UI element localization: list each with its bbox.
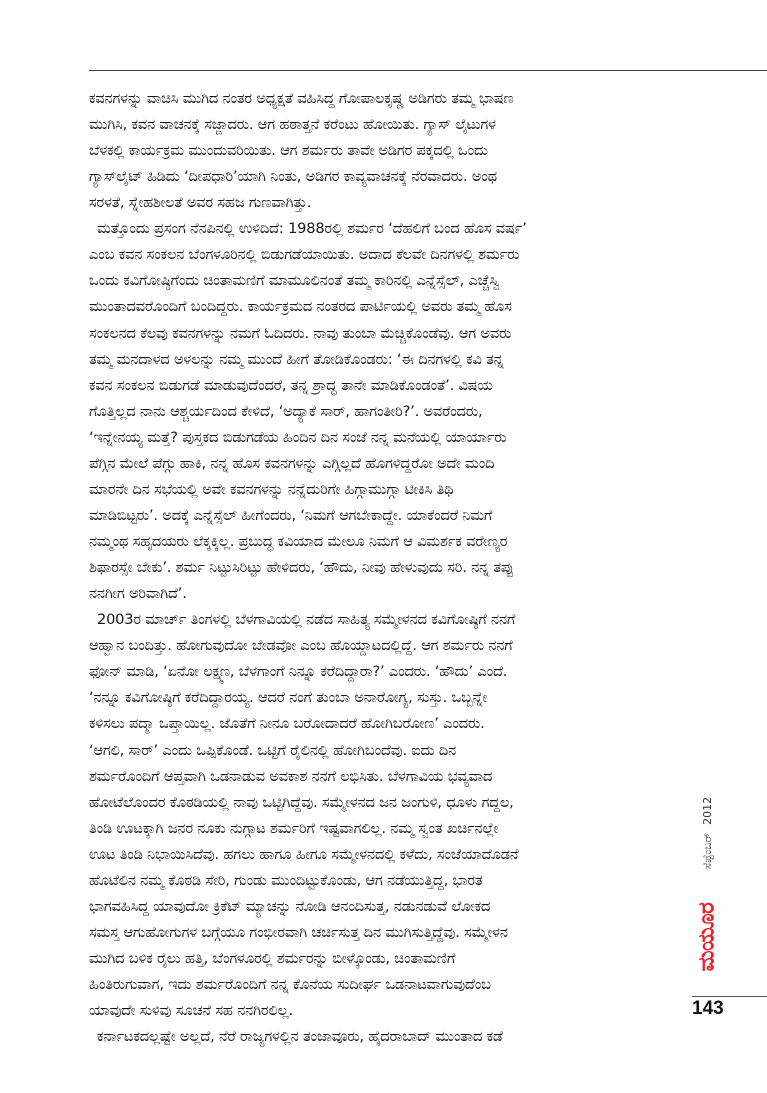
text-line: ಸಮಸ್ತ ಆಗುಹೋಗುಗಳ ಬಗ್ಗೆಯೂ ಗಂಭೀರವಾಗಿ ಚರ್ಚಿಸುತ್ತ ದಿನ ಮುಗಿಸುತ್ತಿದ್ದೆವು. ಸಮ್ಮೇಳನ [89, 923, 508, 941]
text-line: ತಮ್ಮ ಮನದಾಳದ ಅಳಲನ್ನು ನಮ್ಮ ಮುಂದೆ ಹೀಗೆ ತೋಡಿಕೊಂಡರು: ‘ಈ ದಿನಗಳಲ್ಲಿ ಕವಿ ತನ್ನ [89, 350, 504, 368]
text-line: ಆಹ್ವಾನ ಬಂದಿತ್ತು. ಹೋಗುವುದೋ ಬೇಡವೋ ಎಂಬ ಹೊಯ್ದಾಟದಲ್ಲಿದ್ದೆ. ಆಗ ಶರ್ಮರು ನನಗೆ [89, 637, 513, 655]
text-line: ಫೋನ್ ಮಾಡಿ, ‘ಏನೋ ಲಕ್ಷ್ಮಣ, ಬೆಳಗಾಂಗೆ ನಿನ್ನೂ ಕರೆದಿದ್ದಾರಾ?’ ಎಂದರು. ‘ಹೌದು’ ಎಂದೆ. [89, 663, 508, 681]
text-line: ಬೆಳಕಲ್ಲಿ ಕಾರ್ಯಕ್ರಮ ಮುಂದುವರಿಯಿತು. ಆಗ ಶರ್ಮರು ತಾವೇ ಅಡಿಗರ ಪಕ್ಕದಲ್ಲಿ ಒಂದು [89, 142, 488, 160]
issue-year: 2012 [701, 796, 714, 825]
issue-month: ಸೆಪ್ಟೆಂಬರ್ [701, 832, 714, 870]
text-line: ಮುಂತಾದವರೊಂದಿಗೆ ಬಂದಿದ್ದರು. ಕಾರ್ಯಕ್ರಮದ ನಂತರದ ಪಾರ್ಟಿಯಲ್ಲಿ ಅವರು ತಮ್ಮ ಹೊಸ [89, 298, 512, 316]
text-line: ಮತ್ತೊಂದು ಪ್ರಸಂಗ ನೆನಪಿನಲ್ಲಿ ಉಳಿದಿದೆ: 1988ರಲ್ಲಿ ಶರ್ಮರ ‘ದೆಹಲಿಗೆ ಬಂದ ಹೊಸ ವರ್ಷ’ [97, 220, 527, 238]
page-number: 143 [692, 998, 724, 1019]
text-line: ಮುಗಿದ ಬಳಿಕ ರೈಲು ಹತ್ತಿ, ಬೆಂಗಳೂರಲ್ಲಿ ಶರ್ಮರನ್ನು ಬೀಳ್ಕೊಂಡು, ಚಿಂತಾಮಣಿಗೆ [89, 949, 456, 967]
text-line: ನಮ್ಮಂಥ ಸಹೃದಯರು ಲೆಕ್ಕಕ್ಕಿಲ್ಲ. ಪ್ರಬುದ್ಧ ಕವಿಯಾದ ಮೇಲೂ ನಿಮಗೆ ಆ ವಿಮರ್ಶಕ ವರೇಣ್ಯರ [89, 533, 508, 551]
text-line: ಸಂಕಲನದ ಕೆಲವು ಕವನಗಳನ್ನು ನಮಗೆ ಓದಿದರು. ನಾವು ತುಂಬಾ ಮೆಚ್ಚಿಕೊಂಡೆವು. ಆಗ ಅವರು [89, 324, 512, 342]
text-line: ಊಟ ತಿಂಡಿ ನಿಭಾಯಿಸಿದೆವು. ಹಗಲು ಹಾಗೂ ಹೀಗೂ ಸಮ್ಮೇಳನದಲ್ಲಿ ಕಳೆದು, ಸಂಜೆಯಾದೊಡನೆ [89, 845, 519, 863]
text-line: 2003ರ ಮಾರ್ಚ್ ತಿಂಗಳಲ್ಲಿ ಬೆಳಗಾವಿಯಲ್ಲಿ ನಡೆದ ಸಾಹಿತ್ಯ ಸಮ್ಮೇಳನದ ಕವಿಗೋಷ್ಠಿಗೆ ನನಗೆ [97, 611, 516, 629]
text-line: ಎಂಬ ಕವನ ಸಂಕಲನ ಬೆಂಗಳೂರಿನಲ್ಲಿ ಬಿಡುಗಡೆಯಾಯಿತು. ಅದಾದ ಕೆಲವೇ ದಿನಗಳಲ್ಲಿ ಶರ್ಮರು [89, 246, 520, 264]
text-line: ಹೊಟೆಲಿನ ನಮ್ಮ ಕೊಠಡಿ ಸೇರಿ, ಗುಂಡು ಮುಂದಿಟ್ಟುಕೊಂಡು, ಆಗ ನಡೆಯುತ್ತಿದ್ದ, ಭಾರತ [89, 871, 483, 889]
text-line: ಗೊತ್ತಿಲ್ಲದ ನಾನು ಆಶ್ಚರ್ಯದಿಂದ ಕೇಳಿದೆ, ‘ಅದ್ಯಾಕೆ ಸಾರ್, ಹಾಗಂತೀರಿ?’. ಅವರೆಂದರು, [89, 402, 483, 420]
text-line: ಪೆಗ್ಗಿನ ಮೇಲೆ ಪೆಗ್ಗು ಹಾಕಿ, ನನ್ನ ಹೊಸ ಕವನಗಳನ್ನು ಎಗ್ಗಿಲ್ಲದೆ ಹೊಗಳಿದ್ದರೋ ಅದೇ ಮಂದಿ [89, 454, 495, 472]
text-line: ಹೋಟೆಲೊಂದರ ಕೊಠಡಿಯಲ್ಲಿ ನಾವು ಒಟ್ಟಿಗಿದ್ದೆವು. ಸಮ್ಮೇಳನದ ಜನ ಜಂಗುಳಿ, ಧೂಳು ಗದ್ದಲ, [89, 793, 514, 811]
text-line: ಭಾಗವಹಿಸಿದ್ದ ಯಾವುದೋ ಕ್ರಿಕೆಟ್ ಮ್ಯಾಚನ್ನು ನೋಡಿ ಆನಂದಿಸುತ್ತ, ನಡುನಡುವೆ ಲೋಕದ [89, 897, 491, 915]
text-line: ಕವನಗಳನ್ನು ವಾಚಿಸಿ ಮುಗಿದ ನಂತರ ಅಧ್ಯಕ್ಷತೆ ವಹಿಸಿದ್ದ ಗೋಪಾಲಕೃಷ್ಣ ಅಡಿಗರು ತಮ್ಮ ಭಾಷಣ [89, 90, 514, 107]
text-line: ‘ಇನ್ನೇನಯ್ಯ ಮತ್ತೆ? ಪುಸ್ತಕದ ಬಿಡುಗಡೆಯ ಹಿಂದಿನ ದಿನ ಸಂಜೆ ನನ್ನ ಮನೆಯಲ್ಲಿ ಯಾರ್ಯಾರು [89, 428, 507, 446]
text-line: ಶರ್ಮರೊಂದಿಗೆ ಆಪ್ತವಾಗಿ ಒಡನಾಡುವ ಅವಕಾಶ ನನಗೆ ಲಭಿಸಿತು. ಬೆಳಗಾವಿಯ ಭವ್ಯವಾದ [89, 767, 493, 785]
text-line: ಕರ್ನಾಟಕದಲ್ಲಷ್ಟೇ ಅಲ್ಲದೆ, ನೆರೆ ರಾಜ್ಯಗಳಲ್ಲಿನ ತಂಜಾವೂರು, ಹೈದರಾಬಾದ್ ಮುಂತಾದ ಕಡೆ [97, 1028, 503, 1046]
text-line: ಸರಳತೆ, ಸ್ನೇಹಶೀಲತೆ ಅವರ ಸಹಜ ಗುಣವಾಗಿತ್ತು. [89, 194, 312, 212]
text-line: ಕಳಿಸಲು ಪದ್ಮಾ ಒಪ್ತಾಯಿಲ್ಲ. ಜೊತೆಗೆ ನೀನೂ ಬರೋದಾದರೆ ಹೋಗಿಬರೋಣ’ ಎಂದರು. [89, 715, 485, 733]
text-line: ಮಾರನೇ ದಿನ ಸಭೆಯಲ್ಲಿ ಅವೇ ಕವನಗಳನ್ನು ನನ್ನೆದುರಿಗೇ ಹಿಗ್ಗಾಮುಗ್ಗಾ ಟೀಕಿಸಿ ತಿಥಿ [89, 480, 454, 498]
text-line: ಗ್ಯಾಸ್‌ಲೈಟ್ ಹಿಡಿದು ‘ದೀಪಧಾರಿ’ಯಾಗಿ ನಿಂತು, ಅಡಿಗರ ಕಾವ್ಯವಾಚನಕ್ಕೆ ನೆರವಾದರು. ಅಂಥ [89, 168, 497, 186]
issue-date [698, 783, 718, 883]
text-line: ತಿಂಡಿ ಊಟಕ್ಕಾಗಿ ಜನರ ನೂಕು ನುಗ್ಗಾಟ ಶರ್ಮರಿಗೆ ಇಷ್ಟವಾಗಲಿಲ್ಲ. ನಮ್ಮ ಸ್ವಂತ ಖರ್ಚಿನಲ್ಲೇ [89, 819, 499, 837]
text-line: ಹಿಂತಿರುಗುವಾಗ, ಇದು ಶರ್ಮರೊಂದಿಗೆ ನನ್ನ ಕೊನೆಯ ಸುದೀರ್ಘ ಒಡನಾಟವಾಗುವುದೆಂಬ [89, 976, 491, 994]
text-line: ‘ಆಗಲಿ, ಸಾರ್’ ಎಂದು ಒಪ್ಪಿಕೊಂಡೆ. ಒಟ್ಟಿಗೆ ರೈಲಿನಲ್ಲಿ ಹೋಗಿಬಂದೆವು. ಐದು ದಿನ [89, 741, 457, 759]
text-line: ನನಗೀಗ ಅರಿವಾಗಿದೆ’. [89, 585, 187, 603]
text-line: ಮುಗಿಸಿ, ಕವನ ವಾಚನಕ್ಕೆ ಸಜ್ಜಾದರು. ಆಗ ಹಠಾತ್ತನೆ ಕರೆಂಟು ಹೋಯಿತು. ಗ್ಯಾಸ್ ಲೈಟುಗಳ [89, 116, 496, 134]
text-line: ಯಾವುದೇ ಸುಳಿವು ಸೂಚನೆ ಸಹ ನನಗಿರಲಿಲ್ಲ. [89, 1002, 293, 1020]
magazine-logo-text: ಮಯೂರ [694, 902, 720, 972]
text-line: ಕವನ ಸಂಕಲನ ಬಿಡುಗಡೆ ಮಾಡುವುದೆಂದರೆ, ತನ್ನ ಶ್ರಾದ್ಧ ತಾನೇ ಮಾಡಿಕೊಂಡಂತೆ’. ವಿಷಯ [89, 376, 493, 394]
header-rule [89, 70, 767, 71]
text-line: ಒಂದು ಕವಿಗೋಷ್ಠಿಗೆಂದು ಚಿಂತಾಮಣಿಗೆ ಮಾಮೂಲಿನಂತೆ ತಮ್ಮ ಕಾರಿನಲ್ಲಿ ಎನ್ನೆಸ್ಸೆಲ್, ಎಚ್ಚೆಸ್ವಿ [89, 272, 500, 290]
footer-rule [692, 996, 767, 997]
text-line: ‘ನನ್ನೂ ಕವಿಗೋಷ್ಠಿಗೆ ಕರೆದಿದ್ದಾರಯ್ಯ. ಆದರೆ ನಂಗೆ ತುಂಬಾ ಅನಾರೋಗ್ಯ, ಸುಸ್ತು. ಒಬ್ಬನ್ನೇ [89, 689, 488, 707]
text-line: ಶಿಫಾರಸ್ಸೇ ಬೇಕು’. ಶರ್ಮ ನಿಟ್ಟುಸಿರಿಟ್ಟು ಹೇಳಿದರು, ‘ಹೌದು, ನೀವು ಹೇಳುವುದು ಸರಿ. ನನ್ನ ತಪ್ಪು [89, 559, 514, 577]
magazine-logo [694, 888, 720, 986]
text-line: ಮಾಡಿಬಿಟ್ಟರು’. ಅದಕ್ಕೆ ಎನ್ನೆಸ್ಸೆಲ್ ಹೀಗೆಂದರು, ‘ನಿಮಗೆ ಆಗಬೇಕಾದ್ದೇ. ಯಾಕೆಂದರೆ ನಿಮಗೆ [89, 506, 493, 524]
